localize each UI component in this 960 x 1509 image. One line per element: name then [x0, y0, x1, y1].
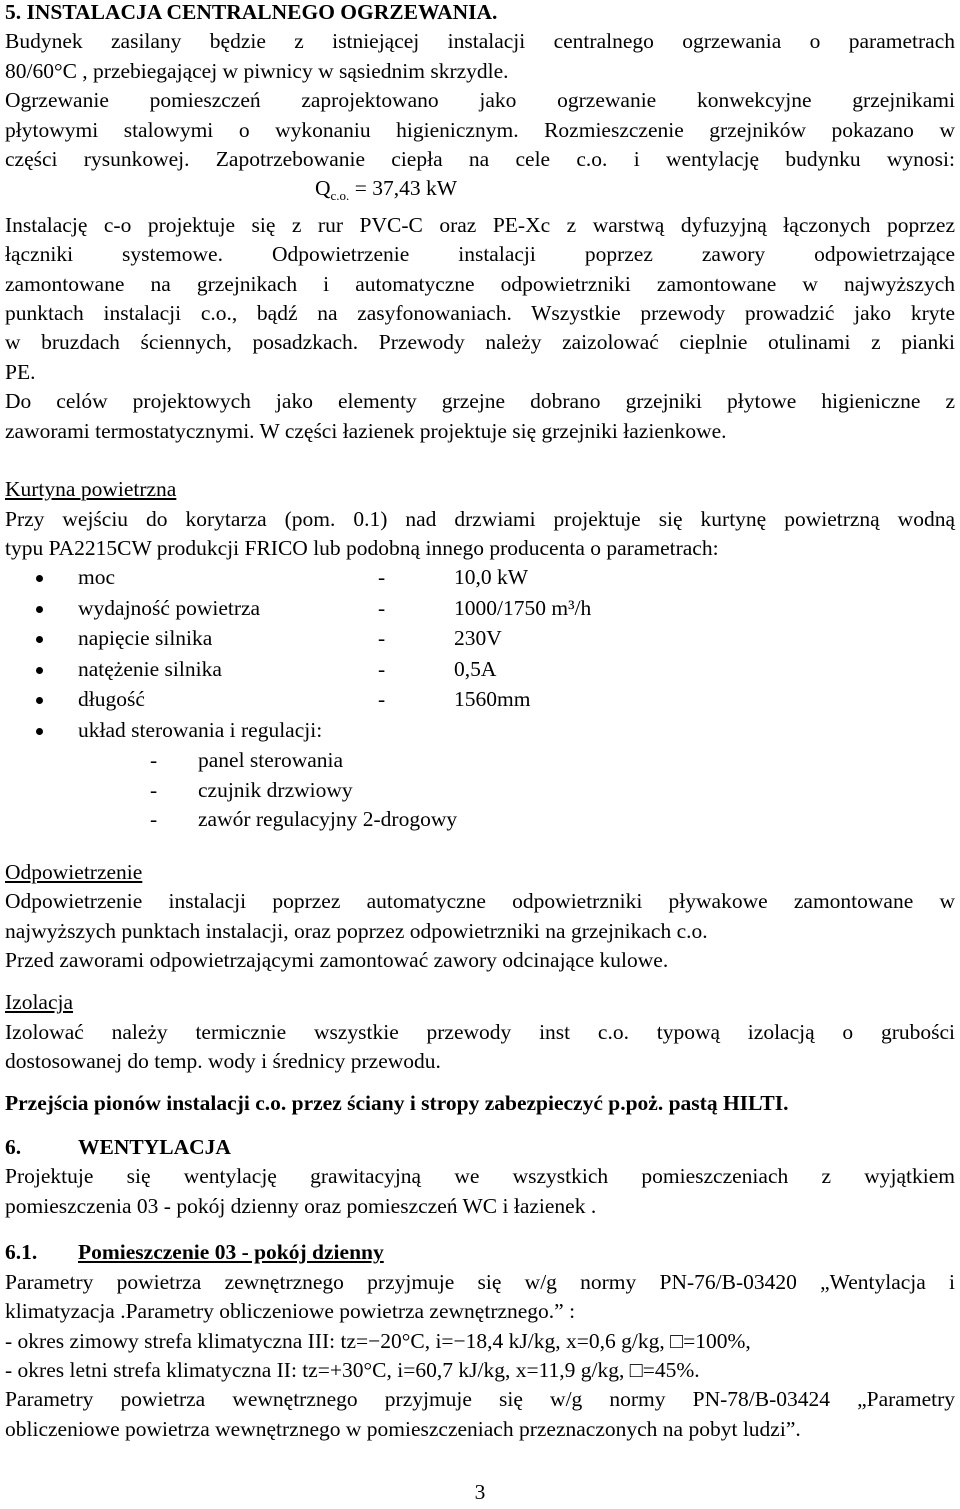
paragraph-line: zaworami termostatycznymi. W części łazienek projektuje się grzejniki łazienkowe. — [5, 418, 727, 443]
paragraph-line: zamontowane na grzejnikach i automatyczne odpowietrzniki zamontowane w najwyższych — [5, 271, 955, 296]
paragraph-line: PE. — [5, 359, 36, 384]
kurtyna-heading: Kurtyna powietrzna — [5, 477, 177, 502]
page-number: 3 — [474, 1480, 486, 1504]
section-6-number: 6. — [5, 1135, 22, 1160]
paragraph-line: Przy wejściu do korytarza (pom. 0.1) nad drzwiami projektuje się kurtynę powietrzną wodną — [5, 506, 955, 531]
section-61-heading — [5, 1238, 955, 1267]
paragraph-line: 80/60°C , przebiegającej w piwnicy w sąsiednim skrzydle. — [5, 58, 509, 83]
paragraph-line: - okres letni strefa klimatyczna II: tz=+30°C, i=60,7 kJ/kg, x=11,9 g/kg, □=45%. — [5, 1357, 700, 1382]
paragraph-line: Ogrzewanie pomieszczeń zaprojektowano jako ogrzewanie konwekcyjne grzejnikami — [5, 88, 955, 113]
paragraph-line: Parametry powietrza wewnętrznego przyjmuje się w/g normy PN-78/B-03424 „Parametry — [5, 1387, 955, 1412]
paragraph-line: Budynek zasilany będzie z istniejącej instalacji centralnego ogrzewania o parametrach — [5, 29, 955, 54]
section-5-heading: 5. INSTALACJA CENTRALNEGO OGRZEWANIA. — [5, 0, 498, 24]
sub-spec-text: panel sterowania — [198, 748, 344, 773]
paragraph-line: części rysunkowej. Zapotrzebowanie ciepła na cele c.o. i wentylację budynku wynosi: — [5, 147, 955, 172]
bullet-icon — [36, 575, 43, 582]
bullet-icon — [36, 728, 43, 735]
paragraph-line: Projektuje się wentylację grawitacyjną we wszystkich pomieszczeniach z wyjątkiem — [5, 1164, 955, 1189]
spec-value: 0,5A — [454, 656, 497, 681]
spec-item — [5, 594, 955, 625]
paragraph-line: - okres zimowy strefa klimatyczna III: tz=−20°C, i=−18,4 kJ/kg, x=0,6 g/kg, □=100%, — [5, 1328, 751, 1353]
paragraph-line: typu PA2215CW produkcji FRICO lub podobną innego producenta o parametrach: — [5, 535, 719, 560]
sub-spec-item — [5, 776, 955, 806]
sub-spec-dash: - — [150, 777, 158, 802]
paragraph-line: pomieszczenia 03 - pokój dzienny oraz pomieszczeń WC i łazienek . — [5, 1193, 597, 1218]
bullet-icon — [36, 667, 43, 674]
paragraph-line: Instalację c-o projektuje się z rur PVC-C oraz PE-Xc z warstwą dyfuzyjną łączonych poprzez — [5, 212, 955, 237]
sub-spec-item — [5, 805, 955, 835]
spec-dash: - — [378, 687, 386, 712]
spec-item — [5, 655, 955, 686]
section-61-title: Pomieszczenie 03 - pokój dzienny — [78, 1240, 384, 1265]
spec-dash: - — [378, 656, 386, 681]
spec-item — [5, 685, 955, 716]
paragraph-line: Odpowietrzenie instalacji poprzez automatyczne odpowietrzniki pływakowe zamontowane w — [5, 889, 955, 914]
section-6-title: WENTYLACJA — [78, 1135, 231, 1160]
bullet-icon — [36, 697, 43, 704]
spec-name: moc — [78, 565, 116, 590]
sub-spec-text: czujnik drzwiowy — [198, 777, 353, 802]
spec-name: napięcie silnika — [78, 626, 213, 651]
sub-spec-text: zawór regulacyjny 2-drogowy — [198, 807, 458, 832]
bullet-icon — [36, 606, 43, 613]
spec-item — [5, 563, 955, 594]
fire-protection-note: Przejścia pionów instalacji c.o. przez ściany i stropy zabezpieczyć p.poż. pastą HILTI. — [5, 1090, 789, 1115]
spec-dash: - — [378, 565, 386, 590]
sub-spec-item — [5, 746, 955, 776]
section-61-number: 6.1. — [5, 1240, 38, 1265]
sub-spec-dash: - — [150, 748, 158, 773]
spec-item — [5, 624, 955, 655]
spec-name: natężenie silnika — [78, 656, 222, 681]
q-subscript: c.o. — [330, 188, 350, 204]
paragraph-line: dostosowanej do temp. wody i średnicy przewodu. — [5, 1049, 441, 1074]
izolacja-heading: Izolacja — [5, 990, 74, 1015]
heat-demand-formula — [5, 174, 955, 210]
spec-dash: - — [378, 595, 386, 620]
spec-name: wydajność powietrza — [78, 595, 261, 620]
section-6-heading — [5, 1133, 955, 1162]
paragraph-line: punktach instalacji c.o., bądź na zasyfonowaniach. Wszystkie przewody prowadzić jako kryte — [5, 301, 955, 326]
paragraph-line: Przed zaworami odpowietrzającymi zamontować zawory odcinające kulowe. — [5, 948, 669, 973]
spec-name: układ sterowania i regulacji: — [78, 717, 323, 742]
spec-item — [5, 716, 955, 747]
sub-spec-dash: - — [150, 807, 158, 832]
paragraph-line: w bruzdach ściennych, posadzkach. Przewody należy zaizolować cieplnie otulinami z pianki — [5, 330, 955, 355]
paragraph-line: klimatyzacja .Parametry obliczeniowe powietrza zewnętrznego.” : — [5, 1299, 576, 1324]
spec-value: 230V — [454, 626, 502, 651]
paragraph-line: płytowymi stalowymi o wykonaniu higienicznym. Rozmieszczenie grzejników pokazano w — [5, 117, 955, 142]
document-page — [5, 0, 955, 1444]
paragraph-line: najwyższych punktach instalacji, oraz poprzez odpowietrzniki na grzejnikach c.o. — [5, 918, 708, 943]
spec-dash: - — [378, 626, 386, 651]
spec-list — [5, 563, 955, 746]
paragraph-line: obliczeniowe powietrza wewnętrznego w pomieszczeniach przeznaczonych na pobyt ludzi”. — [5, 1416, 801, 1441]
q-value: = 37,43 kW — [349, 176, 457, 201]
q-symbol: Q — [315, 176, 331, 201]
spec-value: 10,0 kW — [454, 565, 529, 590]
spec-value: 1000/1750 m³/h — [454, 595, 592, 620]
odpowietrzenie-heading: Odpowietrzenie — [5, 859, 143, 884]
paragraph-line: Izolować należy termicznie wszystkie przewody inst c.o. typową izolacją o grubości — [5, 1019, 955, 1044]
paragraph-line: Parametry powietrza zewnętrznego przyjmuje się w/g normy PN-76/B-03420 „Wentylacja i — [5, 1269, 955, 1294]
spec-name: długość — [78, 687, 145, 712]
control-components-list — [5, 746, 955, 835]
spec-value: 1560mm — [454, 687, 531, 712]
paragraph-line: Do celów projektowych jako elementy grzejne dobrano grzejniki płytowe higieniczne z — [5, 389, 955, 414]
bullet-icon — [36, 636, 43, 643]
paragraph-line: łączniki systemowe. Odpowietrzenie instalacji poprzez zawory odpowietrzające — [5, 242, 955, 267]
